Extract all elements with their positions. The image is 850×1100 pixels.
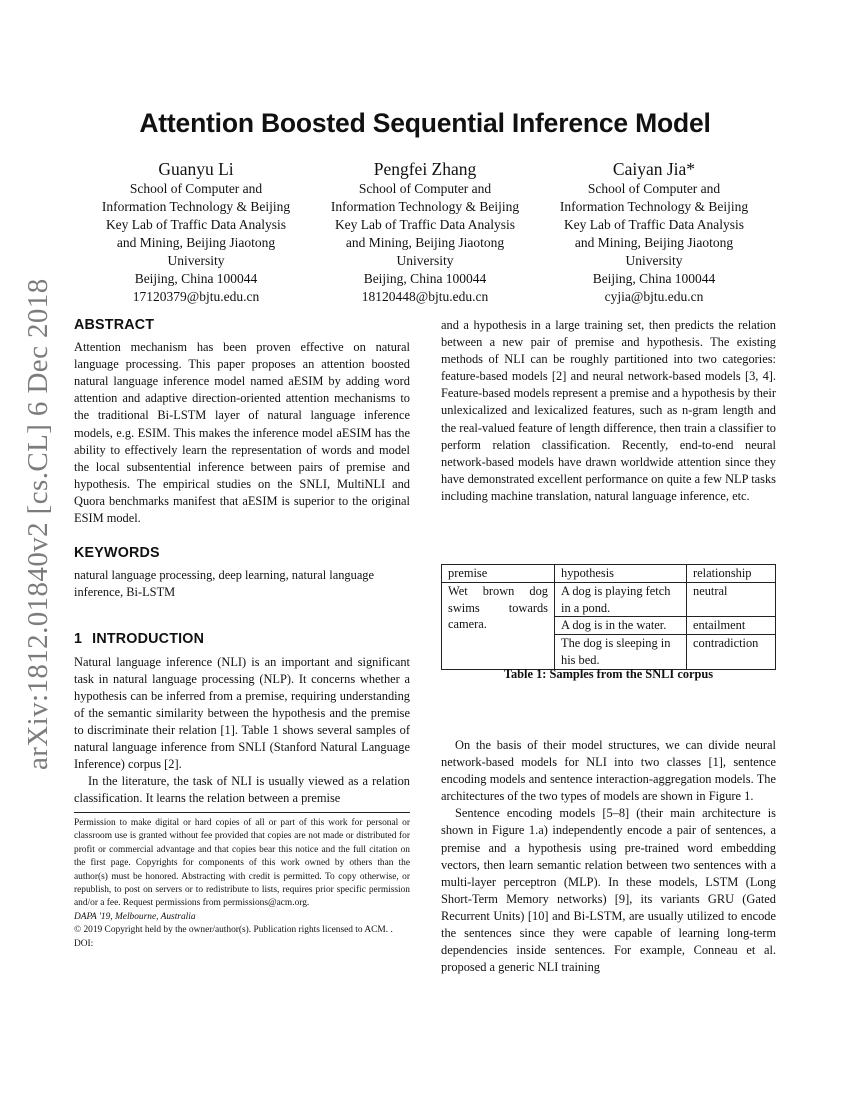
keywords-text: natural language processing, deep learning, natural language inference, Bi-LSTM [74, 568, 375, 600]
author-affiliation: Information Technology & Beijing [101, 199, 291, 214]
snli-table [441, 564, 776, 670]
author-city: Beijing, China 100044 [592, 271, 716, 286]
author-affiliation: Information Technology & Beijing [559, 199, 749, 214]
author-name: Pengfei Zhang [373, 159, 477, 179]
hypothesis-cell: A dog is in the water. [555, 617, 687, 635]
table-header: relationship [687, 565, 776, 583]
author-affiliation: University [625, 253, 683, 268]
section-number: 1 [74, 631, 83, 648]
author-affiliation: Key Lab of Traffic Data Analysis [334, 217, 516, 232]
author-affiliation: University [167, 253, 225, 268]
author-affiliation: and Mining, Beijing Jiaotong [574, 235, 734, 250]
author-affiliation: School of Computer and [587, 181, 721, 196]
abstract-heading: ABSTRACT [74, 317, 155, 333]
relationship-cell: neutral [687, 582, 776, 617]
author-affiliation: School of Computer and [129, 181, 263, 196]
author-email: 17120379@bjtu.edu.cn [132, 289, 260, 304]
permission-text: Permission to make digital or hard copies of all or part of this work for personal or classroom use is granted without fee provided that copies are not made or distributed for profit or commercial advantage and that copies bear this notice and the full citation on the first page. Copyrights for components of this work owned by others than the author(s) must be honored. Abstracting with credit is permitted. To copy otherwise, or republish, to post on servers or to redistribute to lists, requires prior specific permission and/or a fee. Request permissions from permissions@acm.org. [74, 818, 410, 909]
paper-title: Attention Boosted Sequential Inference Model [139, 108, 711, 138]
relationship-cell: contradiction [687, 635, 776, 670]
right-paragraph-2: On the basis of their model structures, we can divide neural network-based models for NLI into two classes [1], sentence encoding models and sentence interaction-aggregation models. The architectures of the two types of models are shown in Figure 1. [441, 738, 776, 804]
author-affiliation: and Mining, Beijing Jiaotong [345, 235, 505, 250]
author-email: cyjia@bjtu.edu.cn [604, 289, 704, 304]
intro-paragraph-1: Natural language inference (NLI) is an important and significant task in natural language processing (NLP). It concerns whether a hypothesis can be inferred from a premise, requiring understanding of the semantic similarity between the hypothesis and the premise to discriminate their relation [1]. Table 1 shows several samples of natural language inference from SNLI (Stanford Natural Language Inference) corpus [2]. [74, 654, 410, 772]
copyright: © 2019 Copyright held by the owner/author(s). Publication rights licensed to ACM. . [74, 925, 393, 936]
section-title: INTRODUCTION [92, 631, 205, 648]
right-column [441, 317, 776, 505]
author-city: Beijing, China 100044 [134, 271, 258, 286]
hypothesis-cell: A dog is playing fetch in a pond. [555, 582, 687, 617]
author-3 [540, 158, 768, 306]
author-affiliation: Key Lab of Traffic Data Analysis [105, 217, 287, 232]
table-header: premise [442, 565, 555, 583]
table-caption: Table 1: Samples from the SNLI corpus [503, 667, 714, 681]
author-affiliation: Key Lab of Traffic Data Analysis [563, 217, 745, 232]
intro-heading [74, 631, 410, 648]
author-2 [311, 158, 539, 306]
author-affiliation: and Mining, Beijing Jiaotong [116, 235, 276, 250]
author-name: Guanyu Li [158, 159, 234, 179]
author-affiliation: School of Computer and [358, 181, 492, 196]
right-column-lower [441, 737, 776, 976]
right-paragraph-3: Sentence encoding models [5–8] (their main architecture is shown in Figure 1.a) independently encode a pair of sentences, a premise and a hypothesis using pre-trained word embedding vectors, then learn semantic relation between two sentences with a multi-layer perceptron (MLP). In these models, LSTM (Long Short-Term Memory networks) [9], its variants GRU (Gated Recurrent Units) [10] and Bi-LSTM, are usually utilized to encode the sentences since they were capable of learning long-term dependencies inside sentences. For example, Conneau et al. proposed a generic NLI training [441, 806, 776, 975]
author-city: Beijing, China 100044 [363, 271, 487, 286]
permission-block [74, 812, 410, 951]
hypothesis-cell: The dog is sleeping in his bed. [555, 635, 687, 670]
author-name: Caiyan Jia* [612, 159, 696, 179]
arxiv-watermark [22, 278, 62, 780]
left-column [74, 317, 410, 807]
author-block [82, 158, 768, 306]
relationship-cell: entailment [687, 617, 776, 635]
author-affiliation: Information Technology & Beijing [330, 199, 520, 214]
author-1 [82, 158, 310, 306]
premise-cell: Wet brown dog swims towards camera. [442, 582, 555, 669]
right-paragraph-1: and a hypothesis in a large training set, then predicts the relation between a new pair of premise and hypothesis. The existing methods of NLI can be roughly partitioned into two categories: feature-based models [2] and neural network-based models [3, 4]. Feature-based models represent a premise and a hypothesis by their unlexicalized and lexicalized features, such as n-gram length and the real-valued feature of length difference, then train a classifier to perform relation classification. Recently, end-to-end neural network-based models have drawn worldwide attention since they have demonstrated excellent performance on quite a few NLP tasks including machine translation, natural language inference, etc. [441, 318, 776, 503]
author-affiliation: University [396, 253, 454, 268]
arxiv-id: arXiv:1812.01840v2 [cs.CL] 6 Dec 2018 [22, 278, 54, 770]
table-header: hypothesis [555, 565, 687, 583]
author-email: 18120448@bjtu.edu.cn [361, 289, 489, 304]
table-row [442, 582, 776, 617]
intro-paragraph-2: In the literature, the task of NLI is usually viewed as a relation classification. It learns the relation between a premise [74, 774, 410, 806]
doi: DOI: [74, 938, 94, 949]
keywords-heading: KEYWORDS [74, 545, 160, 562]
venue: DAPA '19, Melbourne, Australia [74, 911, 196, 922]
abstract-text: Attention mechanism has been proven effective on natural language processing. This paper proposes an attention boosted natural language inference model named aESIM by adding word attention and adaptive direction-oriented attention mechanisms to the traditional Bi-LSTM layer of natural language inference models, e.g. ESIM. This makes the inference model aESIM has the ability to effectively learn the representation of words and model the local subsentential inference between pairs of premise and hypothesis. The empirical studies on the SNLI, MultiNLI and Quora benchmarks manifest that aESIM is superior to the original ESIM model. [74, 340, 410, 526]
table-header-row [442, 565, 776, 583]
